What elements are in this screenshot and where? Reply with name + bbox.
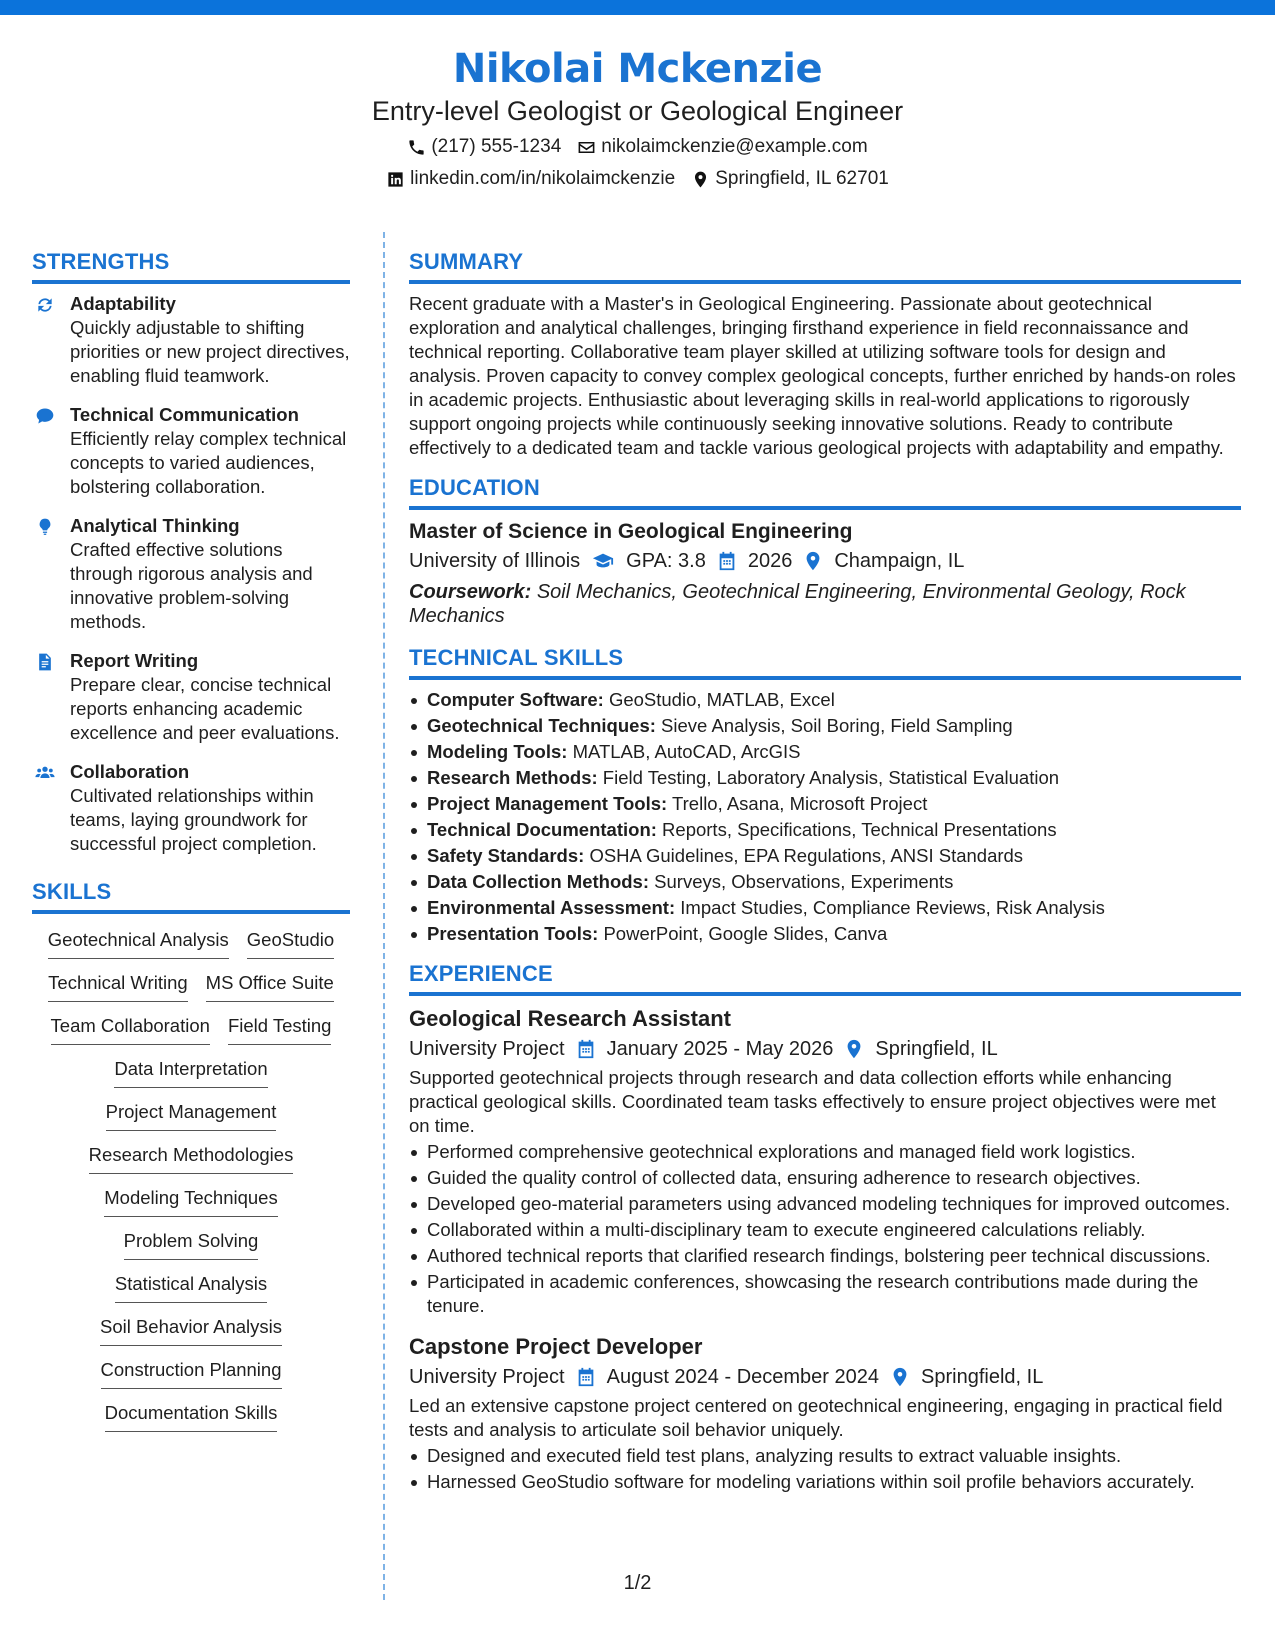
skill-chip: Soil Behavior Analysis <box>100 1313 282 1346</box>
technical-skills-heading: TECHNICAL SKILLS <box>409 644 1241 680</box>
skill-chip: Documentation Skills <box>105 1399 278 1432</box>
skill-chip: GeoStudio <box>247 926 334 959</box>
job-location: Springfield, IL <box>875 1038 998 1060</box>
technical-skills-list <box>409 688 1241 946</box>
skill-values: Impact Studies, Compliance Reviews, Risk Analysis <box>680 897 1105 918</box>
refresh-icon <box>35 295 55 315</box>
list-item <box>409 714 1241 738</box>
school-name: University of Illinois <box>409 550 581 572</box>
job-dates: January 2025 - May 2026 <box>606 1038 834 1060</box>
skill-category: Project Management Tools: <box>427 793 668 814</box>
linkedin-icon <box>386 170 405 189</box>
contact-row-2 <box>0 166 1275 192</box>
list-item <box>409 870 1241 894</box>
users-icon <box>33 763 57 783</box>
calendar-icon <box>575 1366 597 1388</box>
skill-values: GeoStudio, MATLAB, Excel <box>608 689 835 710</box>
skill-chip: MS Office Suite <box>206 969 334 1002</box>
list-item: Authored technical reports that clarified research findings, bolstering peer technical discussions. <box>409 1244 1241 1268</box>
calendar-icon <box>716 550 738 572</box>
skill-chip: Problem Solving <box>124 1227 259 1260</box>
job-meta <box>409 1362 1241 1392</box>
lightbulb-icon <box>35 517 55 537</box>
skill-chip: Technical Writing <box>48 969 188 1002</box>
strength-title: Adaptability <box>70 293 176 314</box>
map-pin-icon <box>843 1038 865 1060</box>
skill-category: Research Methods: <box>427 767 598 788</box>
skill-category: Presentation Tools: <box>427 923 599 944</box>
list-item <box>409 896 1241 920</box>
job-entry <box>409 1004 1241 1318</box>
map-pin-icon <box>691 170 710 189</box>
job-location: Springfield, IL <box>921 1366 1044 1388</box>
map-pin-icon <box>802 550 824 572</box>
job-bullets <box>409 1140 1241 1318</box>
list-item: Harnessed GeoStudio software for modeling variations within soil profile behaviors accurately. <box>409 1470 1241 1494</box>
list-item <box>409 792 1241 816</box>
list-item: Collaborated within a multi-disciplinary team to execute engineered calculations reliably. <box>409 1218 1241 1242</box>
speech-bubble-icon <box>35 406 55 426</box>
contact-row-1 <box>0 134 1275 160</box>
coursework-list: Soil Mechanics, Geotechnical Engineering, Environmental Geology, Rock Mechanics <box>409 581 1186 627</box>
skill-values: Trello, Asana, Microsoft Project <box>672 793 928 814</box>
skill-values: PowerPoint, Google Slides, Canva <box>603 923 888 944</box>
list-item <box>409 740 1241 764</box>
job-title: Capstone Project Developer <box>409 1334 703 1359</box>
top-accent-bar <box>0 0 1275 15</box>
skill-category: Geotechnical Techniques: <box>427 715 656 736</box>
strength-desc: Crafted effective solutions through rigorous analysis and innovative problem-solving methods. <box>70 539 313 632</box>
strength-desc: Prepare clear, concise technical reports enhancing academic excellence and peer evaluations. <box>70 674 340 743</box>
skill-category: Computer Software: <box>427 689 604 710</box>
job-title: Geological Research Assistant <box>409 1006 731 1031</box>
right-column <box>409 248 1241 1508</box>
job-org: University Project <box>409 1366 565 1388</box>
job-meta <box>409 1034 1241 1064</box>
skill-chip: Geotechnical Analysis <box>48 926 229 959</box>
linkedin-text: linkedin.com/in/nikolaimckenzie <box>410 168 676 189</box>
list-item: Participated in academic conferences, showcasing the research contributions made during the tenure. <box>409 1270 1241 1318</box>
left-column <box>32 248 350 1432</box>
experience-heading: EXPERIENCE <box>409 960 1241 996</box>
gpa-text: GPA: 3.8 <box>626 550 706 572</box>
strength-title: Technical Communication <box>70 404 299 425</box>
strength-item <box>32 649 350 745</box>
strength-item <box>32 514 350 634</box>
skill-chip: Data Interpretation <box>114 1055 267 1088</box>
skill-values: Field Testing, Laboratory Analysis, Statistical Evaluation <box>602 767 1060 788</box>
contact-phone[interactable] <box>407 134 561 160</box>
summary-text: Recent graduate with a Master's in Geological Engineering. Passionate about geotechnical exploration and analytical challenges, bringing firsthand experience in field reconnaissance and technical reporting. Collaborative team player skilled at utilizing software tools for design and analysis. Proven capacity to convey complex geological concepts, further enriched by hands-on roles in academic projects. Enthusiastic about leveraging skills in real-world applications to rigorously support ongoing projects while continuously seeking innovative solutions. Ready to contribute effectively to a dedicated team and tackle various geological projects with adaptability and empathy. <box>409 293 1236 458</box>
skill-category: Data Collection Methods: <box>427 871 650 892</box>
skill-chip: Statistical Analysis <box>115 1270 267 1303</box>
education-heading: EDUCATION <box>409 474 1241 510</box>
envelope-icon <box>577 138 596 157</box>
job-entry <box>409 1332 1241 1494</box>
skill-category: Technical Documentation: <box>427 819 657 840</box>
summary-heading: SUMMARY <box>409 248 1241 284</box>
phone-icon <box>407 138 426 157</box>
strength-title: Analytical Thinking <box>70 515 240 536</box>
strength-item <box>32 760 350 856</box>
school-location: Champaign, IL <box>834 550 965 572</box>
list-item <box>409 922 1241 946</box>
skill-values: Reports, Specifications, Technical Presentations <box>662 819 1057 840</box>
skill-category: Modeling Tools: <box>427 741 568 762</box>
location-text: Springfield, IL 62701 <box>715 168 889 189</box>
strength-item <box>32 292 350 388</box>
strength-title: Report Writing <box>70 650 199 671</box>
strength-desc: Cultivated relationships within teams, laying groundwork for successful project completion. <box>70 785 317 854</box>
column-divider <box>383 232 385 1600</box>
degree-title: Master of Science in Geological Engineering <box>409 520 853 543</box>
list-item <box>409 844 1241 868</box>
list-item <box>409 688 1241 712</box>
contact-linkedin[interactable] <box>386 166 675 192</box>
list-item <box>409 818 1241 842</box>
contact-location <box>691 166 889 192</box>
phone-text: (217) 555-1234 <box>431 136 562 157</box>
strength-item <box>32 403 350 499</box>
strength-desc: Efficiently relay complex technical concepts to varied audiences, bolstering collaboration. <box>70 428 347 497</box>
graduation-cap-icon <box>590 550 616 572</box>
skills-section <box>32 878 350 1432</box>
coursework <box>409 580 1241 628</box>
candidate-name: Nikolai Mckenzie <box>452 46 823 92</box>
list-item: Guided the quality control of collected data, ensuring adherence to research objectives. <box>409 1166 1241 1190</box>
job-description: Supported geotechnical projects through research and data collection efforts while enhancing practical geological skills. Coordinated team tasks effectively to ensure project objectives were met on time. <box>409 1067 1216 1136</box>
job-org: University Project <box>409 1038 565 1060</box>
candidate-title: Entry-level Geologist or Geological Engineer <box>371 96 904 126</box>
document-icon <box>35 652 55 672</box>
skill-chip: Modeling Techniques <box>104 1184 277 1217</box>
skill-chip: Project Management <box>106 1098 277 1131</box>
job-bullets <box>409 1444 1241 1494</box>
resume-header <box>0 40 1275 192</box>
strength-title: Collaboration <box>70 761 190 782</box>
skills-heading: SKILLS <box>32 878 350 914</box>
email-text: nikolaimckenzie@example.com <box>601 136 868 157</box>
strengths-heading: STRENGTHS <box>32 248 350 284</box>
calendar-icon <box>575 1038 597 1060</box>
list-item: Performed comprehensive geotechnical explorations and managed field work logistics. <box>409 1140 1241 1164</box>
page-number: 1/2 <box>623 1572 652 1594</box>
skill-values: Surveys, Observations, Experiments <box>654 871 954 892</box>
skill-values: MATLAB, AutoCAD, ArcGIS <box>572 741 801 762</box>
skill-values: Sieve Analysis, Soil Boring, Field Sampling <box>661 715 1013 736</box>
list-item: Developed geo-material parameters using advanced modeling techniques for improved outcomes. <box>409 1192 1241 1216</box>
skill-values: OSHA Guidelines, EPA Regulations, ANSI Standards <box>589 845 1024 866</box>
skills-list <box>32 922 350 1432</box>
job-dates: August 2024 - December 2024 <box>606 1366 880 1388</box>
skill-chip: Team Collaboration <box>51 1012 210 1045</box>
skill-chip: Field Testing <box>228 1012 332 1045</box>
skill-category: Safety Standards: <box>427 845 585 866</box>
list-item: Designed and executed field test plans, analyzing results to extract valuable insights. <box>409 1444 1241 1468</box>
coursework-label: Coursework: <box>409 581 532 603</box>
skill-chip: Construction Planning <box>101 1356 282 1389</box>
skill-chip: Research Methodologies <box>89 1141 294 1174</box>
job-description: Led an extensive capstone project centered on geotechnical engineering, engaging in practical field tests and analysis to articulate soil behavior uniquely. <box>409 1395 1223 1440</box>
strength-desc: Quickly adjustable to shifting priorities or new project directives, enabling fluid teamwork. <box>70 317 350 386</box>
education-meta <box>409 546 1241 576</box>
contact-email[interactable] <box>577 134 867 160</box>
map-pin-icon <box>889 1366 911 1388</box>
graduation-year: 2026 <box>747 550 793 572</box>
list-item <box>409 766 1241 790</box>
skill-category: Environmental Assessment: <box>427 897 676 918</box>
